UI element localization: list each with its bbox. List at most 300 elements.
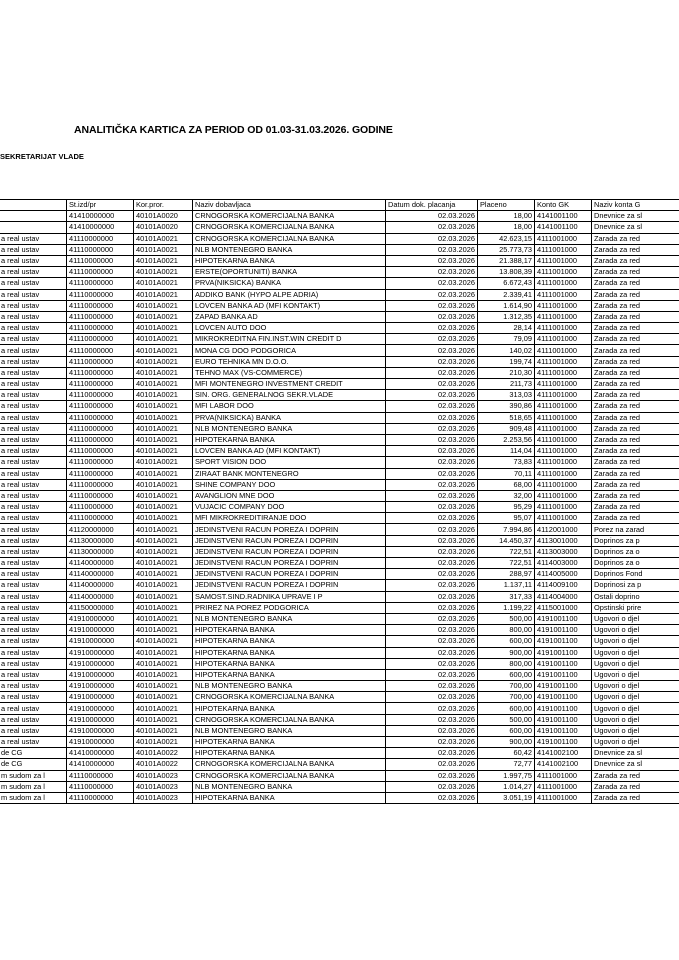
account-code-cell: 4111001000 xyxy=(535,446,592,457)
account-code-cell: 4191001100 xyxy=(535,703,592,714)
payment-date-cell: 02.03.2026 xyxy=(386,770,478,781)
supplier-name-cell: NLB MONTENEGRO BANKA xyxy=(193,244,386,255)
supplier-name-cell: SAMOST.SIND.RADNIKA UPRAVE I P xyxy=(193,591,386,602)
account-code-cell: 4141002100 xyxy=(535,748,592,759)
payment-date-cell: 02.03.2026 xyxy=(386,647,478,658)
unit-cell: m sudom za l xyxy=(0,770,67,781)
item-code-cell: 41110000000 xyxy=(67,356,134,367)
supplier-name-cell: CRNOGORSKA KOMERCIJALNA BANKA xyxy=(193,714,386,725)
account-code-cell: 4111001000 xyxy=(535,390,592,401)
supplier-name-cell: AVANGLION MNE DOO xyxy=(193,490,386,501)
table-row xyxy=(0,211,679,222)
payment-date-cell: 02.03.2026 xyxy=(386,781,478,792)
item-code-cell: 41110000000 xyxy=(67,468,134,479)
payment-date-cell: 02.03.2026 xyxy=(386,546,478,557)
account-code-cell: 4112001000 xyxy=(535,524,592,535)
account-name-cell: Zarada za red xyxy=(592,367,679,378)
item-code-cell: 41110000000 xyxy=(67,401,134,412)
account-name-cell: Dnevnice za sl xyxy=(592,759,679,770)
user-code-cell: 40101A0021 xyxy=(134,546,193,557)
unit-cell: a real ustav xyxy=(0,311,67,322)
user-code-cell: 40101A0021 xyxy=(134,255,193,266)
item-code-cell: 41110000000 xyxy=(67,446,134,457)
table-row xyxy=(0,457,679,468)
supplier-name-cell: LOVCEN AUTO DOO xyxy=(193,323,386,334)
paid-amount-cell: 313,03 xyxy=(478,390,535,401)
account-code-cell: 4141001100 xyxy=(535,222,592,233)
payment-date-cell: 02.03.2026 xyxy=(386,434,478,445)
user-code-cell: 40101A0021 xyxy=(134,334,193,345)
payment-date-cell: 02.03.2026 xyxy=(386,613,478,624)
account-name-cell: Zarada za red xyxy=(592,379,679,390)
account-code-cell: 4111001000 xyxy=(535,513,592,524)
supplier-name-cell: HIPOTEKARNA BANKA xyxy=(193,737,386,748)
table-row xyxy=(0,423,679,434)
unit-cell: a real ustav xyxy=(0,625,67,636)
table-row xyxy=(0,569,679,580)
table-row xyxy=(0,580,679,591)
unit-cell: de CG xyxy=(0,748,67,759)
unit-cell: a real ustav xyxy=(0,267,67,278)
table-row xyxy=(0,434,679,445)
payment-date-cell: 02.03.2026 xyxy=(386,367,478,378)
item-code-cell: 41410000000 xyxy=(67,211,134,222)
table-row xyxy=(0,222,679,233)
supplier-name-cell: HIPOTEKARNA BANKA xyxy=(193,434,386,445)
unit-cell: m sudom za l xyxy=(0,792,67,803)
item-code-cell: 41110000000 xyxy=(67,379,134,390)
paid-amount-cell: 800,00 xyxy=(478,625,535,636)
paid-amount-cell: 900,00 xyxy=(478,737,535,748)
item-code-cell: 41110000000 xyxy=(67,770,134,781)
supplier-name-cell: CRNOGORSKA KOMERCIJALNA BANKA xyxy=(193,222,386,233)
paid-amount-cell: 2.339,41 xyxy=(478,289,535,300)
supplier-name-cell: SIN. ORG. GENERALNOG SEKR.VLADE xyxy=(193,390,386,401)
unit-cell: a real ustav xyxy=(0,457,67,468)
paid-amount-cell: 2.253,56 xyxy=(478,434,535,445)
table-row xyxy=(0,602,679,613)
paid-amount-cell: 1.199,22 xyxy=(478,602,535,613)
user-code-cell: 40101A0021 xyxy=(134,390,193,401)
item-code-cell: 41110000000 xyxy=(67,244,134,255)
paid-amount-cell: 700,00 xyxy=(478,692,535,703)
item-code-cell: 41910000000 xyxy=(67,681,134,692)
paid-amount-cell: 6.672,43 xyxy=(478,278,535,289)
table-row xyxy=(0,255,679,266)
supplier-name-cell: PRIREZ NA POREZ PODGORICA xyxy=(193,602,386,613)
payment-date-cell: 02.03.2026 xyxy=(386,401,478,412)
account-code-cell: 4141001100 xyxy=(535,211,592,222)
table-row xyxy=(0,546,679,557)
unit-cell: a real ustav xyxy=(0,647,67,658)
account-code-cell: 4111001000 xyxy=(535,379,592,390)
unit-cell: a real ustav xyxy=(0,468,67,479)
payment-date-cell: 02.03.2026 xyxy=(386,278,478,289)
paid-amount-cell: 600,00 xyxy=(478,725,535,736)
account-name-cell: Porez na zarad xyxy=(592,524,679,535)
paid-amount-cell: 140,02 xyxy=(478,345,535,356)
paid-amount-cell: 211,73 xyxy=(478,379,535,390)
paid-amount-cell: 600,00 xyxy=(478,636,535,647)
paid-amount-cell: 288,97 xyxy=(478,569,535,580)
account-name-cell: Zarada za red xyxy=(592,289,679,300)
account-name-cell: Doprinos za p xyxy=(592,535,679,546)
supplier-name-cell: HIPOTEKARNA BANKA xyxy=(193,636,386,647)
user-code-cell: 40101A0021 xyxy=(134,367,193,378)
header-cell xyxy=(0,200,67,211)
paid-amount-cell: 18,00 xyxy=(478,211,535,222)
user-code-cell: 40101A0023 xyxy=(134,770,193,781)
payment-date-cell: 02.03.2026 xyxy=(386,490,478,501)
organization-name: SEKRETARIJAT VLADE xyxy=(0,152,84,161)
account-code-cell: 4111001000 xyxy=(535,412,592,423)
user-code-cell: 40101A0021 xyxy=(134,267,193,278)
item-code-cell: 41110000000 xyxy=(67,278,134,289)
account-code-cell: 4111001000 xyxy=(535,267,592,278)
unit-cell xyxy=(0,211,67,222)
user-code-cell: 40101A0021 xyxy=(134,580,193,591)
paid-amount-cell: 1.137,11 xyxy=(478,580,535,591)
account-code-cell: 4191001100 xyxy=(535,725,592,736)
unit-cell: a real ustav xyxy=(0,412,67,423)
item-code-cell: 41910000000 xyxy=(67,703,134,714)
user-code-cell: 40101A0021 xyxy=(134,558,193,569)
item-code-cell: 41110000000 xyxy=(67,781,134,792)
table-row xyxy=(0,759,679,770)
payment-date-cell: 02.03.2026 xyxy=(386,681,478,692)
account-name-cell: Zarada za red xyxy=(592,278,679,289)
report-title: ANALITIČKA KARTICA ZA PERIOD OD 01.03-31.03.2026. GODINE xyxy=(74,124,393,136)
item-code-cell: 41910000000 xyxy=(67,692,134,703)
table-row xyxy=(0,401,679,412)
account-name-cell: Zarada za red xyxy=(592,412,679,423)
account-name-cell: Zarada za red xyxy=(592,401,679,412)
supplier-name-cell: HIPOTEKARNA BANKA xyxy=(193,669,386,680)
unit-cell: a real ustav xyxy=(0,513,67,524)
unit-cell: a real ustav xyxy=(0,356,67,367)
table-row xyxy=(0,658,679,669)
table-row xyxy=(0,625,679,636)
account-name-cell: Ugovori o djel xyxy=(592,692,679,703)
unit-cell: a real ustav xyxy=(0,323,67,334)
item-code-cell: 41110000000 xyxy=(67,434,134,445)
account-code-cell: 4191001100 xyxy=(535,647,592,658)
user-code-cell: 40101A0021 xyxy=(134,468,193,479)
account-code-cell: 4115001000 xyxy=(535,602,592,613)
user-code-cell: 40101A0021 xyxy=(134,658,193,669)
account-code-cell: 4191001100 xyxy=(535,613,592,624)
table-row xyxy=(0,479,679,490)
unit-cell: a real ustav xyxy=(0,591,67,602)
account-name-cell: Zarada za red xyxy=(592,300,679,311)
account-name-cell: Zarada za red xyxy=(592,434,679,445)
paid-amount-cell: 900,00 xyxy=(478,647,535,658)
paid-amount-cell: 199,74 xyxy=(478,356,535,367)
supplier-name-cell: SPORT VISION DOO xyxy=(193,457,386,468)
unit-cell: a real ustav xyxy=(0,658,67,669)
account-code-cell: 4111001000 xyxy=(535,434,592,445)
account-code-cell: 4111001000 xyxy=(535,479,592,490)
payment-date-cell: 02.03.2026 xyxy=(386,457,478,468)
account-code-cell: 4111001000 xyxy=(535,457,592,468)
paid-amount-cell: 13.808,39 xyxy=(478,267,535,278)
supplier-name-cell: NLB MONTENEGRO BANKA xyxy=(193,681,386,692)
header-cell: Naziv konta G xyxy=(592,200,679,211)
supplier-name-cell: EURO TEHNIKA MN D.O.O. xyxy=(193,356,386,367)
payment-date-cell: 02.03.2026 xyxy=(386,759,478,770)
payment-date-cell: 02.03.2026 xyxy=(386,423,478,434)
table-row xyxy=(0,669,679,680)
payment-date-cell: 02.03.2026 xyxy=(386,446,478,457)
item-code-cell: 41910000000 xyxy=(67,658,134,669)
supplier-name-cell: HIPOTEKARNA BANKA xyxy=(193,792,386,803)
user-code-cell: 40101A0021 xyxy=(134,703,193,714)
paid-amount-cell: 1.997,75 xyxy=(478,770,535,781)
paid-amount-cell: 1.014,27 xyxy=(478,781,535,792)
item-code-cell: 41110000000 xyxy=(67,233,134,244)
payment-date-cell: 02.03.2026 xyxy=(386,636,478,647)
payment-date-cell: 02.03.2026 xyxy=(386,311,478,322)
item-code-cell: 41140000000 xyxy=(67,591,134,602)
user-code-cell: 40101A0021 xyxy=(134,725,193,736)
payment-date-cell: 02.03.2026 xyxy=(386,211,478,222)
user-code-cell: 40101A0021 xyxy=(134,233,193,244)
item-code-cell: 41110000000 xyxy=(67,367,134,378)
payment-date-cell: 02.03.2026 xyxy=(386,669,478,680)
unit-cell: a real ustav xyxy=(0,434,67,445)
item-code-cell: 41110000000 xyxy=(67,513,134,524)
table-row xyxy=(0,412,679,423)
unit-cell: a real ustav xyxy=(0,244,67,255)
account-code-cell: 4114009100 xyxy=(535,580,592,591)
item-code-cell: 41110000000 xyxy=(67,345,134,356)
table-row xyxy=(0,345,679,356)
account-name-cell: Zarada za red xyxy=(592,513,679,524)
account-code-cell: 4113001000 xyxy=(535,535,592,546)
item-code-cell: 41140000000 xyxy=(67,580,134,591)
table-row xyxy=(0,390,679,401)
account-name-cell: Zarada za red xyxy=(592,468,679,479)
account-name-cell: Ugovori o djel xyxy=(592,658,679,669)
account-name-cell: Ugovori o djel xyxy=(592,647,679,658)
unit-cell: a real ustav xyxy=(0,692,67,703)
supplier-name-cell: NLB MONTENEGRO BANKA xyxy=(193,613,386,624)
supplier-name-cell: CRNOGORSKA KOMERCIJALNA BANKA xyxy=(193,692,386,703)
table-row xyxy=(0,636,679,647)
table-row xyxy=(0,367,679,378)
account-name-cell: Doprinos za o xyxy=(592,558,679,569)
payment-date-cell: 02.03.2026 xyxy=(386,524,478,535)
unit-cell: a real ustav xyxy=(0,546,67,557)
payment-date-cell: 02.03.2026 xyxy=(386,703,478,714)
user-code-cell: 40101A0022 xyxy=(134,748,193,759)
unit-cell: a real ustav xyxy=(0,681,67,692)
unit-cell: a real ustav xyxy=(0,725,67,736)
account-name-cell: Zarada za red xyxy=(592,490,679,501)
unit-cell: a real ustav xyxy=(0,289,67,300)
payment-date-cell: 02.03.2026 xyxy=(386,244,478,255)
user-code-cell: 40101A0021 xyxy=(134,401,193,412)
table-row xyxy=(0,792,679,803)
item-code-cell: 41910000000 xyxy=(67,669,134,680)
unit-cell: a real ustav xyxy=(0,233,67,244)
account-name-cell: Ugovori o djel xyxy=(592,737,679,748)
account-code-cell: 4111001000 xyxy=(535,233,592,244)
item-code-cell: 41410000000 xyxy=(67,222,134,233)
user-code-cell: 40101A0021 xyxy=(134,434,193,445)
table-row xyxy=(0,300,679,311)
unit-cell: a real ustav xyxy=(0,569,67,580)
table-row xyxy=(0,356,679,367)
table-row xyxy=(0,278,679,289)
account-name-cell: Doprinos Fond xyxy=(592,569,679,580)
paid-amount-cell: 18,00 xyxy=(478,222,535,233)
table-row xyxy=(0,703,679,714)
supplier-name-cell: MONA CG DOO PODGORICA xyxy=(193,345,386,356)
user-code-cell: 40101A0021 xyxy=(134,412,193,423)
table-row xyxy=(0,781,679,792)
account-name-cell: Zarada za red xyxy=(592,255,679,266)
table-row xyxy=(0,379,679,390)
account-code-cell: 4111001000 xyxy=(535,490,592,501)
user-code-cell: 40101A0021 xyxy=(134,636,193,647)
paid-amount-cell: 79,09 xyxy=(478,334,535,345)
user-code-cell: 40101A0021 xyxy=(134,289,193,300)
payment-date-cell: 02.03.2026 xyxy=(386,535,478,546)
table-row xyxy=(0,535,679,546)
user-code-cell: 40101A0021 xyxy=(134,613,193,624)
payment-date-cell: 02.03.2026 xyxy=(386,479,478,490)
payment-date-cell: 02.03.2026 xyxy=(386,714,478,725)
account-code-cell: 4141002100 xyxy=(535,759,592,770)
account-code-cell: 4111001000 xyxy=(535,255,592,266)
account-code-cell: 4114005000 xyxy=(535,569,592,580)
supplier-name-cell: TEHNO MAX (VS-COMMERCE) xyxy=(193,367,386,378)
paid-amount-cell: 95,07 xyxy=(478,513,535,524)
supplier-name-cell: NLB MONTENEGRO BANKA xyxy=(193,725,386,736)
supplier-name-cell: PRVA(NIKSICKA) BANKA xyxy=(193,278,386,289)
supplier-name-cell: CRNOGORSKA KOMERCIJALNA BANKA xyxy=(193,770,386,781)
paid-amount-cell: 210,30 xyxy=(478,367,535,378)
payment-date-cell: 02.03.2026 xyxy=(386,412,478,423)
user-code-cell: 40101A0021 xyxy=(134,502,193,513)
item-code-cell: 41910000000 xyxy=(67,613,134,624)
supplier-name-cell: CRNOGORSKA KOMERCIJALNA BANKA xyxy=(193,211,386,222)
item-code-cell: 41910000000 xyxy=(67,737,134,748)
header-cell: St.izd/pr xyxy=(67,200,134,211)
table-row xyxy=(0,513,679,524)
item-code-cell: 41910000000 xyxy=(67,636,134,647)
account-name-cell: Zarada za red xyxy=(592,267,679,278)
supplier-name-cell: NLB MONTENEGRO BANKA xyxy=(193,423,386,434)
account-name-cell: Zarada za red xyxy=(592,792,679,803)
payment-date-cell: 02.03.2026 xyxy=(386,502,478,513)
supplier-name-cell: MFI MONTENEGRO INVESTMENT CREDIT xyxy=(193,379,386,390)
item-code-cell: 41110000000 xyxy=(67,334,134,345)
paid-amount-cell: 390,86 xyxy=(478,401,535,412)
table-row xyxy=(0,490,679,501)
account-name-cell: Ostali doprino xyxy=(592,591,679,602)
supplier-name-cell: LOVCEN BANKA AD (MFI KONTAKT) xyxy=(193,446,386,457)
item-code-cell: 41110000000 xyxy=(67,423,134,434)
unit-cell: a real ustav xyxy=(0,502,67,513)
payment-date-cell: 02.03.2026 xyxy=(386,625,478,636)
account-code-cell: 4191001100 xyxy=(535,658,592,669)
supplier-name-cell: MIKROKREDITNA FIN.INST.WIN CREDIT D xyxy=(193,334,386,345)
supplier-name-cell: ZAPAD BANKA AD xyxy=(193,311,386,322)
unit-cell: a real ustav xyxy=(0,379,67,390)
header-cell: Kor.pror. xyxy=(134,200,193,211)
account-name-cell: Zarada za red xyxy=(592,770,679,781)
unit-cell: a real ustav xyxy=(0,524,67,535)
item-code-cell: 41140000000 xyxy=(67,558,134,569)
table-row xyxy=(0,770,679,781)
user-code-cell: 40101A0021 xyxy=(134,591,193,602)
paid-amount-cell: 7.994,86 xyxy=(478,524,535,535)
user-code-cell: 40101A0021 xyxy=(134,524,193,535)
payment-date-cell: 02.03.2026 xyxy=(386,345,478,356)
supplier-name-cell: MFI MIKROKREDITIRANJE DOO xyxy=(193,513,386,524)
item-code-cell: 41130000000 xyxy=(67,535,134,546)
account-name-cell: Zarada za red xyxy=(592,446,679,457)
payment-date-cell: 02.03.2026 xyxy=(386,255,478,266)
unit-cell: a real ustav xyxy=(0,446,67,457)
account-code-cell: 4111001000 xyxy=(535,468,592,479)
payment-date-cell: 02.03.2026 xyxy=(386,300,478,311)
supplier-name-cell: JEDINSTVENI RACUN POREZA I DOPRIN xyxy=(193,580,386,591)
unit-cell: a real ustav xyxy=(0,613,67,624)
paid-amount-cell: 28,14 xyxy=(478,323,535,334)
header-cell: Placeno xyxy=(478,200,535,211)
user-code-cell: 40101A0021 xyxy=(134,356,193,367)
account-name-cell: Zarada za red xyxy=(592,457,679,468)
user-code-cell: 40101A0021 xyxy=(134,446,193,457)
payment-date-cell: 02.03.2026 xyxy=(386,737,478,748)
account-code-cell: 4114004000 xyxy=(535,591,592,602)
account-name-cell: Ugovori o djel xyxy=(592,703,679,714)
paid-amount-cell: 722,51 xyxy=(478,558,535,569)
unit-cell: a real ustav xyxy=(0,255,67,266)
payment-date-cell: 02.03.2026 xyxy=(386,323,478,334)
paid-amount-cell: 1.614,90 xyxy=(478,300,535,311)
unit-cell: a real ustav xyxy=(0,669,67,680)
payment-date-cell: 02.03.2026 xyxy=(386,748,478,759)
table-row xyxy=(0,502,679,513)
unit-cell: a real ustav xyxy=(0,479,67,490)
table-row xyxy=(0,524,679,535)
account-name-cell: Zarada za red xyxy=(592,323,679,334)
user-code-cell: 40101A0021 xyxy=(134,625,193,636)
unit-cell: m sudom za l xyxy=(0,781,67,792)
item-code-cell: 41110000000 xyxy=(67,390,134,401)
item-code-cell: 41910000000 xyxy=(67,625,134,636)
user-code-cell: 40101A0021 xyxy=(134,278,193,289)
account-name-cell: Dnevnice za sl xyxy=(592,211,679,222)
user-code-cell: 40101A0021 xyxy=(134,479,193,490)
account-name-cell: Ugovori o djel xyxy=(592,636,679,647)
payment-date-cell: 02.03.2026 xyxy=(386,356,478,367)
account-code-cell: 4111001000 xyxy=(535,356,592,367)
user-code-cell: 40101A0023 xyxy=(134,781,193,792)
account-name-cell: Zarada za red xyxy=(592,345,679,356)
account-code-cell: 4113003000 xyxy=(535,546,592,557)
account-code-cell: 4111001000 xyxy=(535,300,592,311)
paid-amount-cell: 500,00 xyxy=(478,613,535,624)
table-row xyxy=(0,737,679,748)
payment-date-cell: 02.03.2026 xyxy=(386,658,478,669)
account-name-cell: Zarada za red xyxy=(592,781,679,792)
account-code-cell: 4191001100 xyxy=(535,625,592,636)
